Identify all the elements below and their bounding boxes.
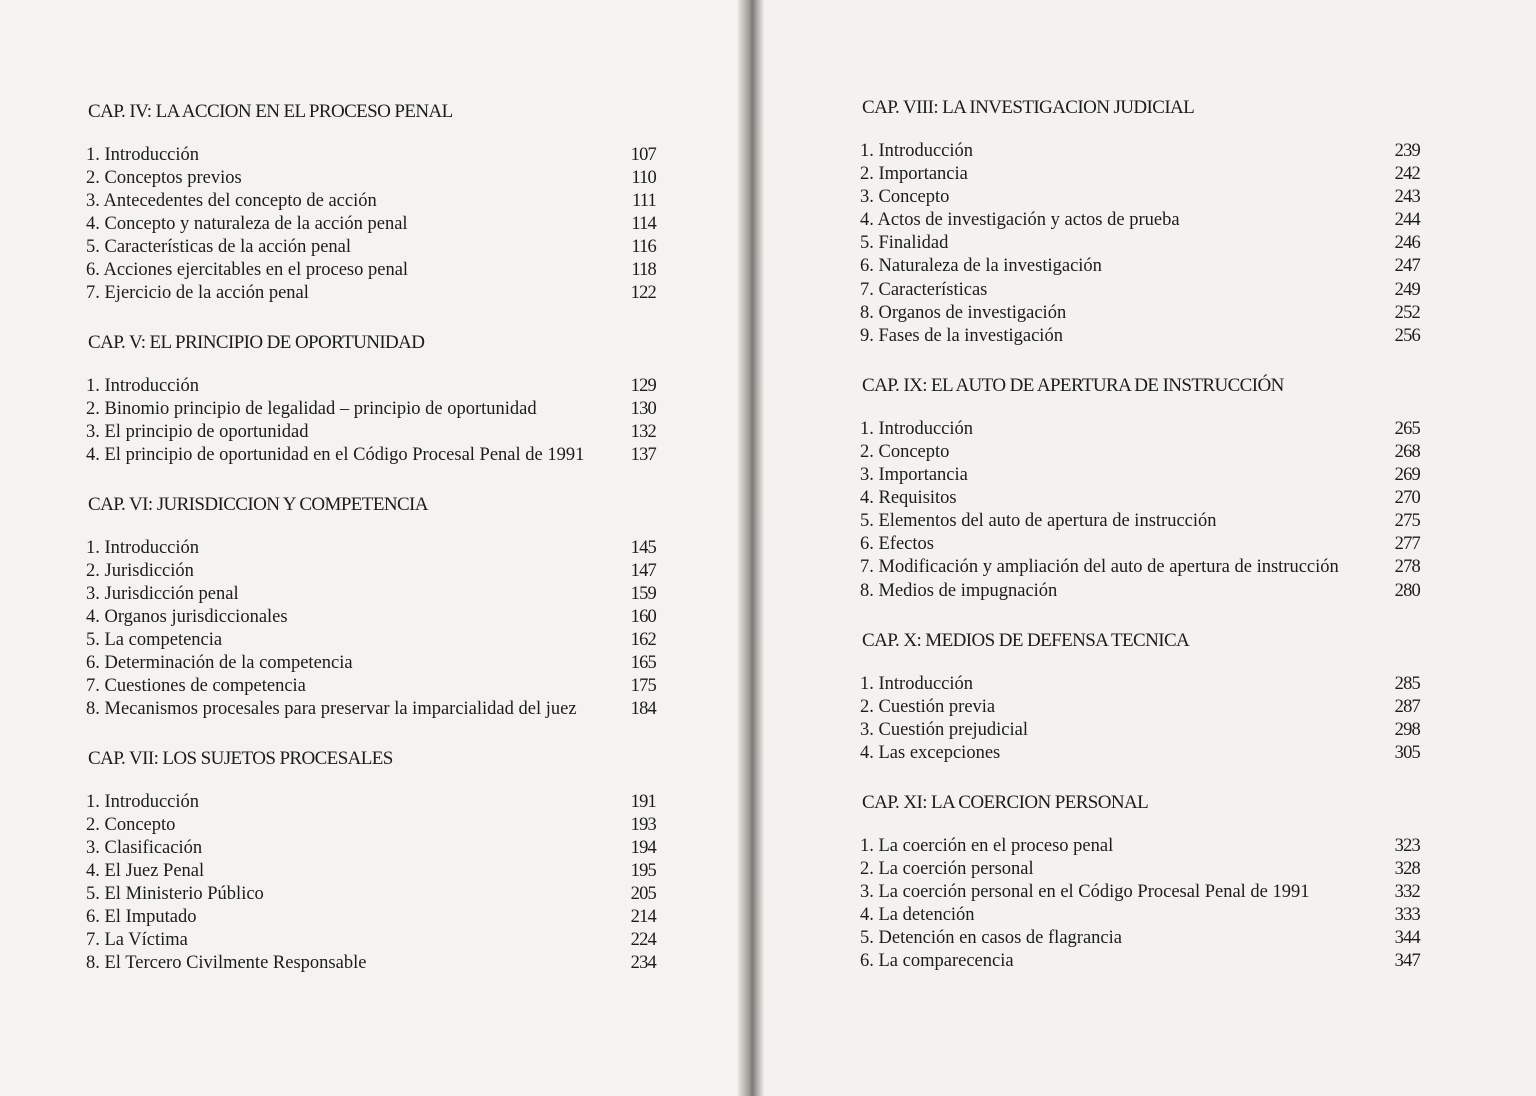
toc-entry (86, 860, 656, 883)
entry-page-number: 328 (1394, 859, 1420, 880)
toc-entry (86, 906, 656, 929)
toc-entry (860, 881, 1420, 904)
entry-label: 1. Introducción (86, 145, 200, 165)
entry-label: 5. Detención en casos de flagrancia (860, 928, 1122, 949)
entry-page-number: 184 (630, 699, 656, 719)
toc-entry (86, 837, 656, 860)
toc-chapter (860, 96, 1420, 348)
toc-chapter (860, 374, 1420, 603)
entry-label: 1. Introducción (86, 792, 200, 812)
toc-entry (860, 835, 1420, 858)
toc-chapter (860, 791, 1420, 974)
entry-page-number: 107 (630, 145, 656, 165)
toc-entry (86, 929, 656, 952)
entry-label: 9. Fases de la investigación (860, 325, 1063, 346)
entry-label: 6. Determinación de la competencia (86, 653, 353, 673)
entry-page-number: 347 (1394, 951, 1420, 972)
entry-page-number: 268 (1394, 441, 1420, 462)
toc-entry (860, 742, 1420, 765)
toc-entry (86, 883, 656, 906)
toc-entry (860, 255, 1420, 278)
toc-entry (86, 629, 656, 652)
entry-page-number: 298 (1394, 719, 1420, 740)
chapter-entries (860, 673, 1420, 765)
chapter-title: CAP. V: EL PRINCIPIO DE OPORTUNIDAD (88, 332, 425, 353)
toc-entry (860, 556, 1420, 579)
entry-page-number: 323 (1394, 835, 1420, 856)
entry-label: 4. Organos jurisdiccionales (86, 607, 288, 627)
entry-label: 4. Concepto y naturaleza de la acción penal (86, 214, 408, 234)
entry-label: 2. Jurisdicción (86, 561, 194, 581)
entry-page-number: 175 (630, 676, 656, 696)
toc-entry (86, 375, 656, 398)
entry-label: 5. El Ministerio Público (86, 884, 264, 904)
entry-page-number: 111 (632, 191, 656, 211)
entry-label: 6. El Imputado (86, 907, 197, 927)
right-toc-column (860, 96, 1420, 1000)
entry-page-number: 277 (1394, 534, 1420, 555)
toc-entry (86, 675, 656, 698)
chapter-title: CAP. VIII: LA INVESTIGACION JUDICIAL (862, 97, 1195, 118)
entry-page-number: 280 (1394, 580, 1420, 601)
toc-entry (86, 167, 656, 190)
entry-label: 8. El Tercero Civilmente Responsable (86, 953, 367, 973)
entry-page-number: 275 (1394, 511, 1420, 532)
toc-entry (860, 186, 1420, 209)
chapter-entries (86, 791, 656, 975)
entry-label: 4. Requisitos (860, 488, 957, 509)
entry-page-number: 224 (630, 930, 656, 950)
entry-label: 8. Mecanismos procesales para preservar la imparcialidad del juez (86, 699, 577, 719)
toc-chapter (86, 747, 656, 975)
toc-entry (860, 696, 1420, 719)
entry-page-number: 116 (631, 237, 656, 257)
entry-label: 1. Introducción (86, 538, 200, 558)
entry-page-number: 118 (631, 260, 656, 280)
toc-entry (86, 952, 656, 975)
toc-entry (860, 232, 1420, 255)
entry-label: 7. Características (860, 279, 988, 300)
chapter-title: CAP. IX: EL AUTO DE APERTURA DE INSTRUCCIÓN (862, 374, 1284, 396)
entry-page-number: 239 (1394, 141, 1420, 161)
entry-label: 2. Concepto (860, 441, 950, 462)
entry-label: 6. Acciones ejercitables en el proceso penal (86, 260, 409, 280)
toc-chapter (86, 493, 656, 721)
toc-entry (860, 209, 1420, 232)
toc-chapter (86, 331, 656, 467)
toc-entry (86, 537, 656, 560)
chapter-entries (860, 835, 1420, 974)
entry-label: 3. Concepto (860, 187, 950, 208)
chapter-title: CAP. X: MEDIOS DE DEFENSA TECNICA (862, 629, 1190, 651)
chapter-entries (86, 375, 656, 467)
entry-label: 3. Jurisdicción penal (86, 584, 239, 604)
entry-page-number: 243 (1394, 187, 1420, 208)
entry-label: 2. La coerción personal (860, 859, 1034, 880)
toc-entry (86, 814, 656, 837)
entry-label: 8. Organos de investigación (860, 302, 1067, 323)
chapter-entries (86, 537, 656, 721)
entry-label: 5. Elementos del auto de apertura de instrucción (860, 511, 1217, 532)
entry-page-number: 269 (1394, 465, 1420, 486)
entry-page-number: 270 (1394, 488, 1420, 509)
toc-entry (860, 510, 1420, 533)
toc-entry (86, 583, 656, 606)
entry-page-number: 246 (1394, 233, 1420, 254)
toc-entry (86, 421, 656, 444)
entry-page-number: 265 (1394, 418, 1420, 439)
entry-page-number: 195 (630, 861, 656, 881)
entry-page-number: 129 (630, 376, 656, 396)
entry-page-number: 305 (1394, 742, 1420, 763)
entry-label: 2. Cuestión previa (860, 696, 996, 717)
entry-label: 1. Introducción (860, 141, 974, 161)
entry-page-number: 160 (630, 607, 656, 627)
entry-label: 2. Conceptos previos (86, 168, 242, 188)
entry-label: 3. La coerción personal en el Código Procesal Penal de 1991 (860, 882, 1310, 903)
toc-entry (86, 560, 656, 583)
entry-page-number: 205 (630, 884, 656, 904)
toc-entry (86, 652, 656, 675)
entry-label: 1. Introducción (86, 376, 200, 396)
book-gutter (738, 0, 764, 1096)
toc-entry (860, 904, 1420, 927)
entry-page-number: 122 (630, 283, 656, 303)
left-toc-column (86, 100, 656, 1001)
toc-chapter (86, 100, 656, 305)
entry-page-number: 278 (1394, 557, 1420, 578)
entry-label: 1. La coerción en el proceso penal (860, 835, 1114, 856)
entry-label: 5. La competencia (86, 630, 223, 650)
chapter-title: CAP. VII: LOS SUJETOS PROCESALES (88, 748, 393, 769)
entry-label: 1. Introducción (860, 418, 974, 439)
entry-page-number: 145 (630, 538, 656, 558)
entry-page-number: 285 (1394, 673, 1420, 694)
toc-entry (860, 418, 1420, 441)
entry-page-number: 137 (630, 445, 656, 465)
chapter-entries (86, 144, 656, 305)
entry-label: 7. Ejercicio de la acción penal (86, 283, 309, 303)
chapter-title: CAP. IV: LA ACCION EN EL PROCESO PENAL (88, 101, 453, 122)
toc-entry (860, 673, 1420, 696)
entry-page-number: 332 (1394, 882, 1420, 903)
entry-label: 3. Clasificación (86, 838, 203, 858)
toc-entry (860, 464, 1420, 487)
entry-page-number: 110 (631, 168, 656, 188)
toc-entry (860, 533, 1420, 556)
toc-entry (860, 950, 1420, 973)
entry-label: 3. Cuestión prejudicial (860, 719, 1029, 740)
entry-page-number: 252 (1394, 302, 1420, 323)
entry-page-number: 191 (630, 792, 656, 812)
entry-page-number: 165 (630, 653, 656, 673)
entry-label: 7. La Víctima (86, 930, 188, 950)
entry-label: 7. Modificación y ampliación del auto de apertura de instrucción (860, 557, 1339, 578)
entry-label: 5. Características de la acción penal (86, 237, 352, 257)
entry-page-number: 193 (630, 815, 656, 835)
toc-entry (86, 444, 656, 467)
entry-label: 6. Naturaleza de la investigación (860, 256, 1102, 277)
toc-entry (86, 698, 656, 721)
entry-label: 4. Las excepciones (860, 742, 1001, 763)
toc-entry (86, 144, 656, 167)
toc-entry (860, 279, 1420, 302)
toc-entry (860, 163, 1420, 186)
toc-entry (86, 259, 656, 282)
entry-page-number: 130 (630, 399, 656, 419)
entry-label: 4. El principio de oportunidad en el Código Procesal Penal de 1991 (86, 445, 585, 465)
entry-page-number: 333 (1394, 905, 1420, 926)
entry-page-number: 249 (1394, 279, 1420, 300)
toc-chapter (860, 629, 1420, 765)
entry-page-number: 114 (631, 214, 656, 234)
entry-label: 1. Introducción (860, 673, 974, 694)
entry-page-number: 247 (1394, 256, 1420, 277)
entry-label: 8. Medios de impugnación (860, 580, 1058, 601)
toc-entry (860, 140, 1420, 163)
toc-entry (86, 213, 656, 236)
toc-entry (860, 487, 1420, 510)
toc-entry (860, 441, 1420, 464)
toc-entry (860, 302, 1420, 325)
entry-label: 4. El Juez Penal (86, 861, 205, 881)
toc-entry (86, 606, 656, 629)
chapter-title: CAP. VI: JURISDICCION Y COMPETENCIA (88, 494, 428, 515)
toc-entry (86, 791, 656, 814)
entry-label: 4. Actos de investigación y actos de prueba (860, 210, 1180, 231)
toc-entry (860, 580, 1420, 603)
entry-label: 7. Cuestiones de competencia (86, 676, 306, 696)
entry-page-number: 242 (1394, 164, 1420, 185)
toc-entry (86, 282, 656, 305)
entry-label: 2. Binomio principio de legalidad – principio de oportunidad (86, 399, 537, 419)
entry-page-number: 287 (1394, 696, 1420, 717)
chapter-entries (860, 418, 1420, 603)
entry-page-number: 132 (630, 422, 656, 442)
entry-page-number: 214 (630, 907, 656, 927)
entry-label: 4. La detención (860, 905, 975, 926)
toc-entry (86, 190, 656, 213)
entry-label: 6. La comparecencia (860, 951, 1014, 972)
entry-page-number: 256 (1394, 325, 1420, 346)
toc-entry (860, 858, 1420, 881)
entry-page-number: 344 (1394, 928, 1420, 949)
toc-entry (86, 236, 656, 259)
chapter-entries (860, 140, 1420, 348)
entry-page-number: 234 (630, 953, 656, 973)
entry-label: 2. Concepto (86, 815, 176, 835)
entry-page-number: 162 (630, 630, 656, 650)
toc-entry (860, 325, 1420, 348)
entry-page-number: 159 (630, 584, 656, 604)
entry-label: 3. Antecedentes del concepto de acción (86, 191, 377, 211)
toc-entry (860, 719, 1420, 742)
entry-label: 3. Importancia (860, 465, 968, 486)
entry-label: 5. Finalidad (860, 233, 949, 254)
entry-label: 2. Importancia (860, 164, 968, 185)
toc-entry (86, 398, 656, 421)
entry-page-number: 244 (1394, 210, 1420, 231)
entry-page-number: 194 (630, 838, 656, 858)
entry-page-number: 147 (630, 561, 656, 581)
chapter-title: CAP. XI: LA COERCION PERSONAL (862, 791, 1149, 813)
entry-label: 3. El principio de oportunidad (86, 422, 309, 442)
toc-entry (860, 927, 1420, 950)
entry-label: 6. Efectos (860, 534, 934, 555)
